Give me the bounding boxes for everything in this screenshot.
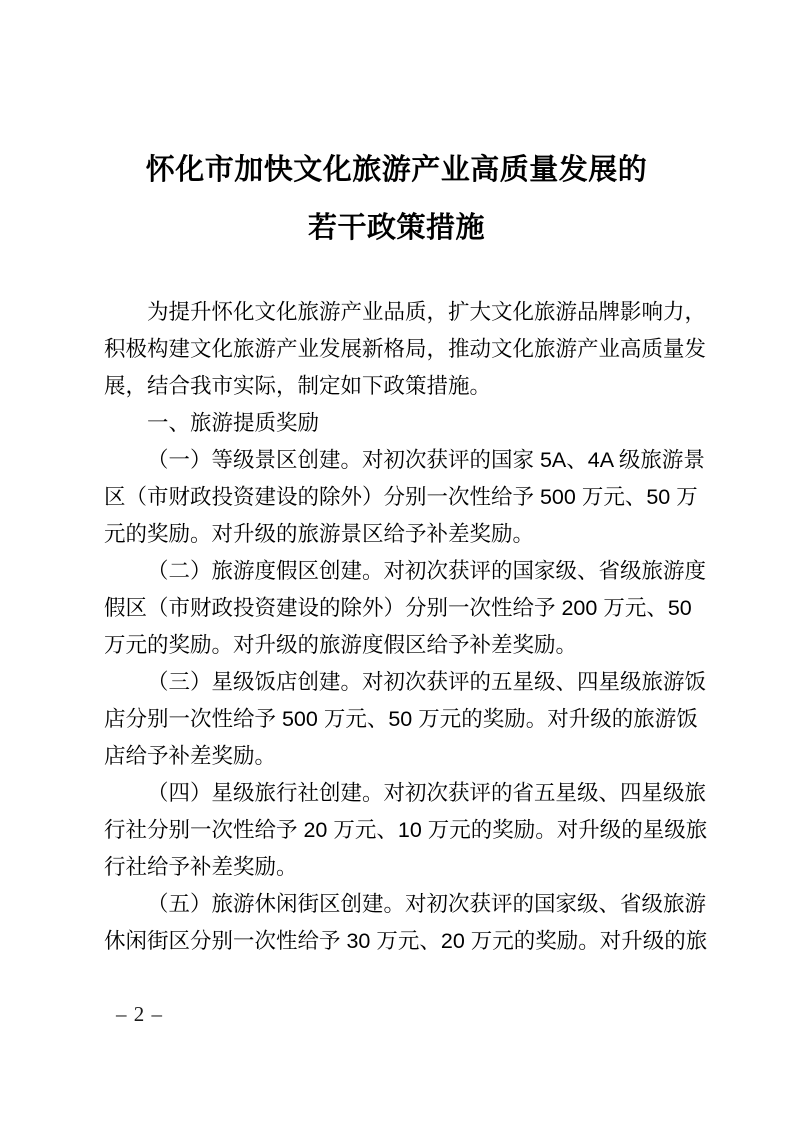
item-1-line-2: 区（市财政投资建设的除外）分别一次性给予 500 万元、50 万 xyxy=(104,485,698,509)
item-4-line-2: 行社分别一次性给予 20 万元、10 万元的奖励。对升级的星级旅 xyxy=(104,818,708,842)
item-3-line-3: 店给予补差奖励。 xyxy=(104,744,277,768)
item-3-line-2: 店分别一次性给予 500 万元、50 万元的奖励。对升级的旅游饭 xyxy=(104,707,698,731)
item-2-line-1: （二）旅游度假区创建。对初次获评的国家级、省级旅游度 xyxy=(147,559,707,583)
item-1-line-3: 元的奖励。对升级的旅游景区给予补差奖励。 xyxy=(104,522,535,546)
item-2-line-2: 假区（市财政投资建设的除外）分别一次性给予 200 万元、50 xyxy=(104,596,692,620)
item-4-line-1: （四）星级旅行社创建。对初次获评的省五星级、四星级旅 xyxy=(147,781,707,805)
item-4-line-3: 行社给予补差奖励。 xyxy=(104,855,298,879)
page-number: – 2 – xyxy=(116,1002,163,1026)
intro-paragraph-line-1: 为提升怀化文化旅游产业品质，扩大文化旅游品牌影响力， xyxy=(147,300,707,324)
item-1-line-1: （一）等级景区创建。对初次获评的国家 5A、4A 级旅游景 xyxy=(147,448,705,472)
intro-paragraph-line-2: 积极构建文化旅游产业发展新格局，推动文化旅游产业高质量发 xyxy=(104,337,707,361)
intro-paragraph-line-3: 展，结合我市实际，制定如下政策措施。 xyxy=(104,374,492,398)
document-title-line-2: 若干政策措施 xyxy=(307,212,485,244)
document-title-line-1: 怀化市加快文化旅游产业高质量发展的 xyxy=(145,154,648,186)
item-3-line-1: （三）星级饭店创建。对初次获评的五星级、四星级旅游饭 xyxy=(147,670,707,694)
document-title xyxy=(0,141,793,257)
item-5-line-2: 休闲街区分别一次性给予 30 万元、20 万元的奖励。对升级的旅 xyxy=(104,929,708,953)
item-2-line-3: 万元的奖励。对升级的旅游度假区给予补差奖励。 xyxy=(104,633,578,657)
item-5-line-1: （五）旅游休闲街区创建。对初次获评的国家级、省级旅游 xyxy=(147,892,707,916)
section-1-heading: 一、旅游提质奖励 xyxy=(147,411,320,435)
document-body xyxy=(104,294,706,960)
